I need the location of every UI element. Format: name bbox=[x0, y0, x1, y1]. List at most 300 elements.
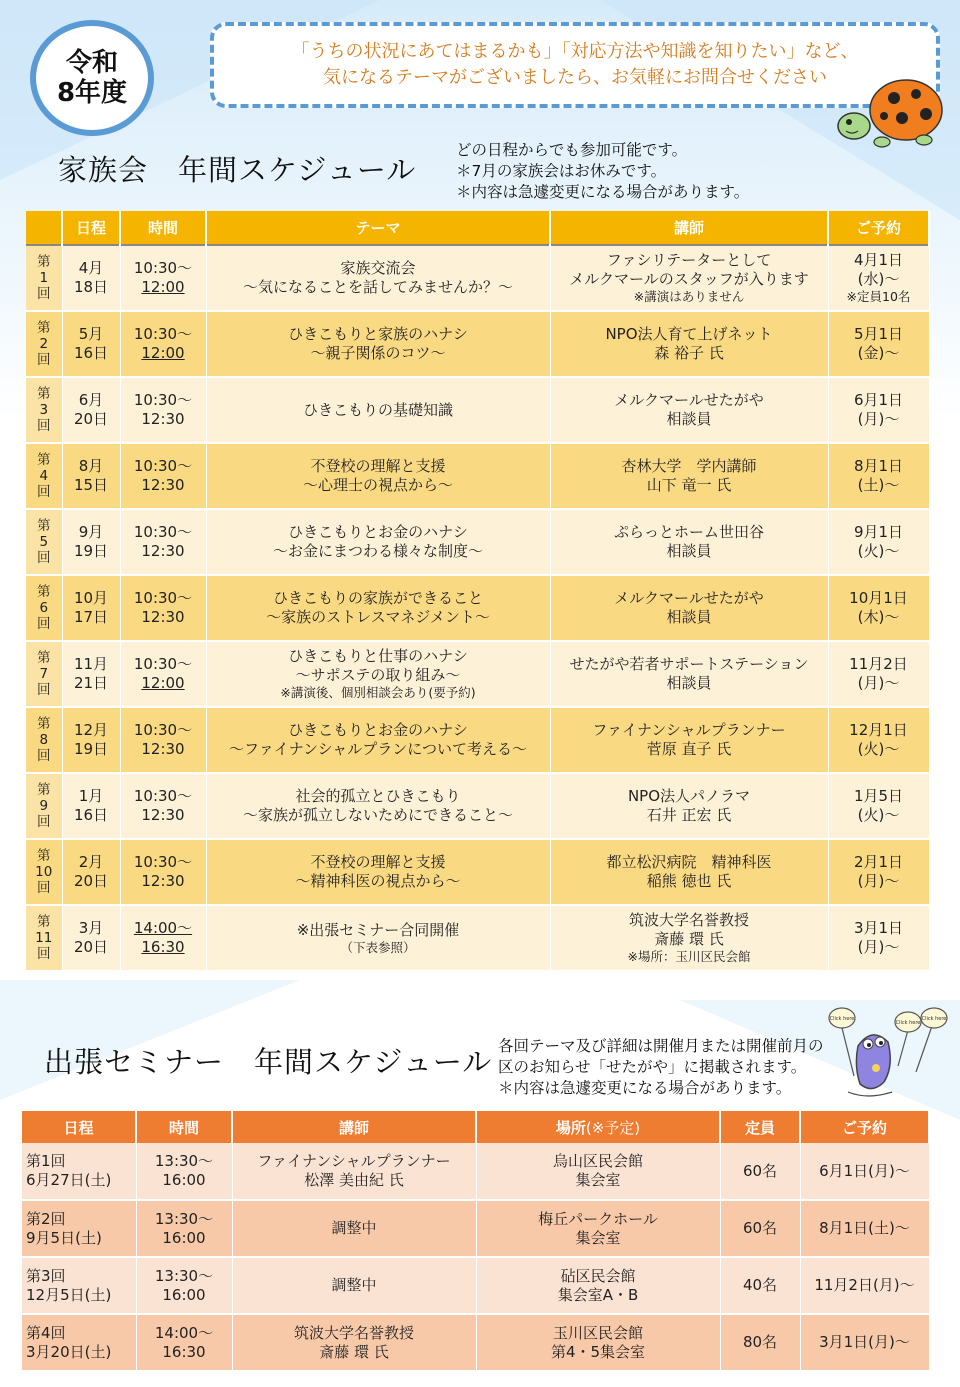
family-schedule-table bbox=[26, 211, 930, 972]
cell-line: 11 bbox=[35, 930, 53, 946]
cell-line: 19日 bbox=[73, 542, 109, 560]
session-number-cell bbox=[26, 245, 62, 311]
year-badge bbox=[30, 20, 154, 136]
cell-line: 集会室 bbox=[575, 1228, 621, 1247]
cell-line: 第 bbox=[37, 518, 51, 534]
date-cell bbox=[62, 509, 120, 575]
cell-line: 回 bbox=[37, 286, 51, 302]
cell-line: 集会室 bbox=[575, 1171, 621, 1189]
family-notes bbox=[456, 140, 749, 203]
cell-line: ひきこもりとお金のハナシ bbox=[288, 523, 468, 541]
cell-line: 12月1日 bbox=[849, 721, 908, 739]
reservation-cell bbox=[828, 443, 929, 509]
cell-line: 4月 bbox=[78, 259, 104, 277]
table-row bbox=[22, 1143, 929, 1200]
reservation-cell bbox=[828, 575, 929, 641]
table-row bbox=[26, 707, 929, 773]
table-row bbox=[26, 905, 929, 971]
theme-cell bbox=[206, 575, 550, 641]
cell-line: 第 bbox=[37, 452, 51, 468]
cell-line: ひきこもりの家族ができること bbox=[272, 589, 483, 607]
reservation-cell bbox=[828, 377, 929, 443]
cell-line: 2月1日 bbox=[853, 853, 904, 871]
underlined-text: 12:00 bbox=[141, 278, 185, 296]
cell-line: (月)～ bbox=[857, 674, 900, 692]
cell-line: 玉川区民会館 bbox=[552, 1323, 643, 1342]
cell-line: 10:30～ bbox=[133, 259, 193, 277]
cell-line: 回 bbox=[37, 748, 51, 764]
cell-line: 回 bbox=[37, 616, 51, 632]
lecturer-cell bbox=[550, 377, 828, 443]
cell-line: 山下 竜一 氏 bbox=[646, 476, 732, 494]
cell-line: 20日 bbox=[73, 938, 109, 956]
cell-line: (月)～ bbox=[857, 938, 900, 956]
cell-line: メルクマールせたがや bbox=[614, 589, 764, 607]
seminar-notes bbox=[498, 1036, 824, 1099]
header-cell bbox=[476, 1111, 720, 1143]
cell-line: 第 bbox=[37, 650, 51, 666]
cell-line: 筑波大学名誉教授 bbox=[628, 911, 749, 929]
reservation-cell bbox=[828, 905, 929, 971]
cell-line: 9月1日 bbox=[853, 523, 904, 541]
cell-line: ひきこもりとお金のハナシ bbox=[288, 721, 468, 739]
cell-note: ※講演後、個別相談会あり(要予約) bbox=[280, 685, 476, 700]
cell-line: メルクマールのスタッフが入ります bbox=[569, 270, 809, 288]
cell-line: 杏林大学 学内講師 bbox=[621, 457, 757, 475]
time-cell bbox=[120, 377, 206, 443]
header-cell bbox=[26, 211, 62, 245]
cell-line: ひきこもりの基礎知識 bbox=[302, 400, 453, 419]
cell-line: 稲熊 徳也 氏 bbox=[646, 872, 732, 890]
cell-line: 砧区民会館 bbox=[560, 1266, 636, 1285]
cell-line: (金)～ bbox=[857, 344, 900, 362]
seminar-schedule-table bbox=[22, 1111, 930, 1372]
cell-line: ～サポステの取り組み～ bbox=[295, 666, 461, 684]
cell-line: 16:00 bbox=[162, 1228, 206, 1247]
table-row bbox=[26, 575, 929, 641]
date-cell bbox=[62, 443, 120, 509]
cell-line: 調整中 bbox=[331, 1276, 377, 1294]
date-cell bbox=[62, 377, 120, 443]
place-cell bbox=[476, 1200, 720, 1257]
cell-line: ファイナンシャルプランナー bbox=[592, 721, 786, 739]
header-cell: 時間 bbox=[136, 1111, 232, 1143]
cell-note: ※場所：玉川区民会館 bbox=[627, 949, 751, 964]
date-cell bbox=[62, 905, 120, 971]
cell-line: 5 bbox=[39, 534, 49, 550]
cell-line bbox=[123, 344, 204, 363]
cell-line: (火)～ bbox=[857, 740, 900, 758]
cell-line: 11月 bbox=[73, 655, 109, 673]
lecturer-cell bbox=[232, 1314, 476, 1371]
time-cell bbox=[120, 773, 206, 839]
cell-line: 10月 bbox=[73, 589, 109, 607]
date-cell bbox=[22, 1257, 136, 1314]
cell-line: 3 bbox=[39, 402, 49, 418]
theme-cell bbox=[206, 443, 550, 509]
lecturer-cell bbox=[232, 1200, 476, 1257]
cell-line: 16:00 bbox=[162, 1171, 206, 1189]
cell-line: 5月 bbox=[78, 325, 104, 343]
cell-line: ぷらっとホーム世田谷 bbox=[613, 523, 764, 541]
cell-line: 10月1日 bbox=[849, 589, 908, 607]
table-row bbox=[26, 443, 929, 509]
table-row bbox=[26, 839, 929, 905]
place-cell bbox=[476, 1257, 720, 1314]
cell-line: 2月 bbox=[78, 853, 104, 871]
cell-line: 相談員 bbox=[666, 410, 712, 428]
cell-line: 3月 bbox=[78, 919, 104, 937]
cell-line: ※出張セミナー合同開催 bbox=[296, 920, 460, 939]
cell-line: 16:30 bbox=[162, 1342, 206, 1361]
cell-line: 第1回 bbox=[26, 1152, 66, 1170]
header-place: 場所 bbox=[555, 1118, 586, 1137]
cell-line: 12月5日(土) bbox=[26, 1285, 112, 1304]
reservation-cell bbox=[828, 641, 929, 707]
reservation-cell bbox=[828, 509, 929, 575]
session-number-cell bbox=[26, 707, 62, 773]
cell-line: 1月5日 bbox=[853, 787, 904, 805]
cell-line: 7 bbox=[39, 666, 49, 682]
seminar-note: 区のお知らせ「せたがや」に掲載されます。 bbox=[498, 1058, 807, 1076]
underlined-text: 12:00 bbox=[141, 344, 185, 362]
date-cell bbox=[62, 575, 120, 641]
cell-line: 4月1日 bbox=[853, 251, 904, 269]
header-cell: 定員 bbox=[720, 1111, 800, 1143]
session-number-cell bbox=[26, 311, 62, 377]
place-cell bbox=[476, 1314, 720, 1371]
cell-line: 回 bbox=[37, 352, 51, 368]
table-header-row bbox=[26, 211, 929, 245]
underlined-text: 12:00 bbox=[141, 674, 185, 692]
family-note: ＊7月の家族会はお休みです。 bbox=[456, 162, 667, 180]
family-note: ＊内容は急遽変更になる場合があります。 bbox=[456, 183, 750, 201]
capacity-cell: 80名 bbox=[720, 1314, 800, 1371]
turtle-illustration bbox=[832, 76, 944, 152]
theme-cell bbox=[206, 377, 550, 443]
session-number-cell bbox=[26, 905, 62, 971]
cell-line: 第 bbox=[37, 254, 51, 270]
cell-line: 12:30 bbox=[141, 608, 185, 626]
cell-line: 相談員 bbox=[666, 542, 712, 560]
cell-line: ～ファイナンシャルプランについて考える～ bbox=[229, 740, 527, 758]
session-number-cell bbox=[26, 575, 62, 641]
cell-line: ～心理士の視点から～ bbox=[302, 476, 453, 494]
cell-line: 4 bbox=[39, 468, 49, 484]
cell-line: 不登校の理解と支援 bbox=[310, 853, 446, 871]
cell-line: NPO法人育て上げネット bbox=[605, 325, 773, 343]
time-cell bbox=[136, 1143, 232, 1200]
cell-line: (土)～ bbox=[857, 476, 900, 494]
cell-line: 菅原 直子 氏 bbox=[646, 740, 732, 758]
time-cell bbox=[120, 575, 206, 641]
cell-line: 8月 bbox=[78, 457, 104, 475]
date-cell bbox=[22, 1143, 136, 1200]
cell-line: 13:30～ bbox=[154, 1152, 214, 1170]
cell-line: 第 bbox=[37, 320, 51, 336]
seminar-note: ＊内容は急遽変更になる場合があります。 bbox=[498, 1079, 792, 1097]
cell-line: (木)～ bbox=[857, 608, 900, 626]
table-row bbox=[26, 245, 929, 311]
time-cell bbox=[120, 839, 206, 905]
session-number-cell bbox=[26, 839, 62, 905]
notice-line2: 気になるテーマがございましたら、お気軽にお問合せください bbox=[323, 67, 827, 88]
header-place-note: (※予定) bbox=[585, 1118, 641, 1137]
lecturer-cell bbox=[550, 839, 828, 905]
underlined-text: 14:00～ bbox=[133, 919, 193, 937]
cell-line: 21日 bbox=[73, 674, 109, 692]
cell-note: ※定員10名 bbox=[846, 289, 911, 304]
family-title: 家族会 年間スケジュール bbox=[58, 153, 417, 187]
theme-cell bbox=[206, 707, 550, 773]
lecturer-cell bbox=[550, 707, 828, 773]
cell-line: 1月 bbox=[78, 787, 104, 805]
cell-line: 第 bbox=[37, 782, 51, 798]
seminar-note: 各回テーマ及び詳細は開催月または開催前月の bbox=[498, 1037, 824, 1055]
header-cell: 日程 bbox=[62, 211, 120, 245]
header-cell: 日程 bbox=[22, 1111, 136, 1143]
cell-line: 第 bbox=[37, 716, 51, 732]
cell-line: 14:00～ bbox=[154, 1323, 214, 1342]
frog-illustration bbox=[828, 1006, 952, 1104]
lecturer-cell bbox=[550, 575, 828, 641]
cell-line: 第 bbox=[37, 584, 51, 600]
cell-line: 松澤 美由紀 氏 bbox=[304, 1171, 404, 1189]
table-row bbox=[26, 311, 929, 377]
cell-line: ファイナンシャルプランナー bbox=[257, 1152, 451, 1170]
cell-line: せたがや若者サポートステーション bbox=[569, 655, 809, 673]
cell-line: NPO法人パノラマ bbox=[627, 787, 751, 805]
time-cell bbox=[120, 707, 206, 773]
cell-line: 3月20日(土) bbox=[26, 1342, 112, 1361]
cell-line: 13:30～ bbox=[154, 1209, 214, 1228]
lecturer-cell bbox=[550, 905, 828, 971]
cell-line: 斎藤 環 氏 bbox=[319, 1342, 389, 1361]
header-cell: テーマ bbox=[206, 211, 550, 245]
capacity-cell: 60名 bbox=[720, 1200, 800, 1257]
cell-line: ～親子関係のコツ～ bbox=[310, 344, 446, 362]
cell-line bbox=[123, 674, 204, 693]
cell-line: 12月 bbox=[73, 721, 109, 739]
cell-line bbox=[123, 938, 204, 957]
cell-line: 10:30～ bbox=[133, 589, 193, 607]
lecturer-cell bbox=[232, 1143, 476, 1200]
theme-cell bbox=[206, 245, 550, 311]
cell-line: 筑波大学名誉教授 bbox=[293, 1323, 414, 1342]
reservation-cell: 11月2日(月)～ bbox=[800, 1257, 929, 1314]
year-badge-line1: 令和 bbox=[65, 48, 118, 78]
theme-cell bbox=[206, 905, 550, 971]
cell-line: 回 bbox=[37, 682, 51, 698]
date-cell bbox=[62, 311, 120, 377]
cell-line: 石井 正宏 氏 bbox=[646, 806, 732, 824]
capacity-cell: 60名 bbox=[720, 1143, 800, 1200]
cell-line: 10 bbox=[35, 864, 53, 880]
date-cell bbox=[62, 773, 120, 839]
year-badge-line2: 8年度 bbox=[56, 78, 128, 108]
cell-line: (月)～ bbox=[857, 872, 900, 890]
cell-line: 3月1日 bbox=[853, 919, 904, 937]
table-row bbox=[26, 773, 929, 839]
time-cell bbox=[120, 905, 206, 971]
cell-line: 不登校の理解と支援 bbox=[310, 457, 446, 475]
cell-line: 第 bbox=[37, 914, 51, 930]
time-cell bbox=[120, 245, 206, 311]
cell-line: 梅丘パークホール bbox=[538, 1209, 658, 1228]
theme-cell bbox=[206, 773, 550, 839]
cell-line: 20日 bbox=[73, 872, 109, 890]
table-header-row bbox=[22, 1111, 929, 1143]
cell-line: 相談員 bbox=[666, 674, 712, 692]
cell-line: 16:00 bbox=[162, 1285, 206, 1304]
time-cell bbox=[120, 443, 206, 509]
frog-sign: Click here bbox=[895, 1020, 921, 1026]
cell-line: 家族交流会 bbox=[340, 259, 416, 277]
cell-line: 第2回 bbox=[26, 1209, 66, 1228]
cell-line: 12:30 bbox=[141, 806, 185, 824]
date-cell bbox=[22, 1314, 136, 1371]
session-number-cell bbox=[26, 773, 62, 839]
cell-line: 1 bbox=[39, 270, 49, 286]
cell-line: (火)～ bbox=[857, 542, 900, 560]
cell-line: 10:30～ bbox=[133, 457, 193, 475]
date-cell bbox=[62, 641, 120, 707]
table-row bbox=[22, 1314, 929, 1371]
cell-line: 調整中 bbox=[331, 1219, 377, 1237]
cell-line: 12:30 bbox=[141, 410, 185, 428]
date-cell bbox=[62, 839, 120, 905]
cell-line: ～精神科医の視点から～ bbox=[295, 872, 461, 890]
table-row bbox=[26, 377, 929, 443]
cell-line bbox=[123, 919, 204, 938]
reservation-cell bbox=[828, 707, 929, 773]
header-cell: 講師 bbox=[232, 1111, 476, 1143]
notice-box bbox=[210, 22, 940, 108]
lecturer-cell bbox=[550, 509, 828, 575]
time-cell bbox=[136, 1257, 232, 1314]
capacity-cell: 40名 bbox=[720, 1257, 800, 1314]
cell-line: 20日 bbox=[73, 410, 109, 428]
cell-line: 第 bbox=[37, 386, 51, 402]
cell-line: 第 bbox=[37, 848, 51, 864]
cell-line: 10:30～ bbox=[133, 787, 193, 805]
cell-line: 森 裕子 氏 bbox=[654, 344, 724, 362]
theme-cell bbox=[206, 839, 550, 905]
time-cell bbox=[120, 509, 206, 575]
cell-line: 9 bbox=[39, 798, 49, 814]
time-cell bbox=[120, 311, 206, 377]
cell-line: ～気になることを話してみませんか？～ bbox=[242, 278, 513, 296]
cell-line: 回 bbox=[37, 550, 51, 566]
time-cell bbox=[120, 641, 206, 707]
table-row bbox=[26, 509, 929, 575]
table-row bbox=[22, 1200, 929, 1257]
cell-line: 5月1日 bbox=[853, 325, 904, 343]
cell-line: (火)～ bbox=[857, 806, 900, 824]
family-note: どの日程からでも参加可能です。 bbox=[456, 141, 688, 159]
reservation-cell: 8月1日(土)～ bbox=[800, 1200, 929, 1257]
cell-line: メルクマールせたがや bbox=[614, 391, 764, 409]
cell-line: ～お金にまつわる様々な制度～ bbox=[272, 542, 483, 560]
table-row bbox=[22, 1257, 929, 1314]
date-cell bbox=[62, 707, 120, 773]
theme-cell bbox=[206, 311, 550, 377]
reservation-cell bbox=[828, 311, 929, 377]
cell-line: 9月5日(土) bbox=[26, 1228, 102, 1247]
cell-line: ～家族のストレスマネジメント～ bbox=[266, 608, 490, 626]
cell-line: 回 bbox=[37, 946, 51, 962]
cell-line: 10:30～ bbox=[133, 655, 193, 673]
theme-cell bbox=[206, 509, 550, 575]
cell-line: 15日 bbox=[73, 476, 109, 494]
lecturer-cell bbox=[550, 641, 828, 707]
cell-line: 17日 bbox=[73, 608, 109, 626]
cell-line: 9月 bbox=[78, 523, 104, 541]
reservation-cell bbox=[828, 245, 929, 311]
header-cell: 講師 bbox=[550, 211, 828, 245]
time-cell bbox=[136, 1314, 232, 1371]
cell-line: 12:30 bbox=[141, 872, 185, 890]
header-cell: ご予約 bbox=[828, 211, 929, 245]
cell-line: 10:30～ bbox=[133, 391, 193, 409]
cell-line: 社会的孤立とひきこもり bbox=[295, 787, 461, 805]
cell-line: 10:30～ bbox=[133, 853, 193, 871]
cell-line: 第4回 bbox=[26, 1323, 66, 1342]
lecturer-cell bbox=[232, 1257, 476, 1314]
cell-line: 13:30～ bbox=[154, 1266, 214, 1285]
cell-line: 8月1日 bbox=[853, 457, 904, 475]
reservation-cell bbox=[828, 839, 929, 905]
cell-line: 6 bbox=[39, 600, 49, 616]
session-number-cell bbox=[26, 509, 62, 575]
cell-line: 6月1日 bbox=[853, 391, 904, 409]
header-cell: 時間 bbox=[120, 211, 206, 245]
cell-line: 11月2日 bbox=[849, 655, 908, 673]
frog-sign: Click here bbox=[921, 1016, 947, 1022]
cell-line: 集会室A・B bbox=[557, 1285, 639, 1304]
session-number-cell bbox=[26, 443, 62, 509]
time-cell bbox=[136, 1200, 232, 1257]
lecturer-cell bbox=[550, 311, 828, 377]
header-cell: ご予約 bbox=[800, 1111, 929, 1143]
table-row bbox=[26, 641, 929, 707]
cell-line: 18日 bbox=[73, 278, 109, 296]
cell-line: 12:30 bbox=[141, 740, 185, 758]
cell-line: 12:30 bbox=[141, 476, 185, 494]
lecturer-cell bbox=[550, 443, 828, 509]
cell-line: ～家族が孤立しないためにできること～ bbox=[242, 806, 513, 824]
cell-line: 回 bbox=[37, 418, 51, 434]
seminar-title: 出張セミナー 年間スケジュール bbox=[44, 1045, 493, 1079]
cell-line: ファシリテーターとして bbox=[606, 251, 772, 269]
date-cell bbox=[62, 245, 120, 311]
cell-line: 16日 bbox=[73, 344, 109, 362]
frog-sign: Click here bbox=[829, 1016, 855, 1022]
cell-line: 16日 bbox=[73, 806, 109, 824]
lecturer-cell bbox=[550, 773, 828, 839]
cell-line bbox=[123, 278, 204, 297]
date-cell bbox=[22, 1200, 136, 1257]
reservation-cell bbox=[828, 773, 929, 839]
notice-line1: 「うちの状況にあてはまるかも」「対応方法や知識を知りたい」など、 bbox=[291, 41, 859, 62]
cell-line: 6月27日(土) bbox=[26, 1171, 112, 1189]
underlined-text: 16:30 bbox=[141, 938, 185, 956]
place-cell bbox=[476, 1143, 720, 1200]
cell-line: 第4・5集会室 bbox=[550, 1342, 646, 1361]
cell-line: (水)～ bbox=[857, 270, 900, 288]
cell-line: 10:30～ bbox=[133, 721, 193, 739]
session-number-cell bbox=[26, 377, 62, 443]
